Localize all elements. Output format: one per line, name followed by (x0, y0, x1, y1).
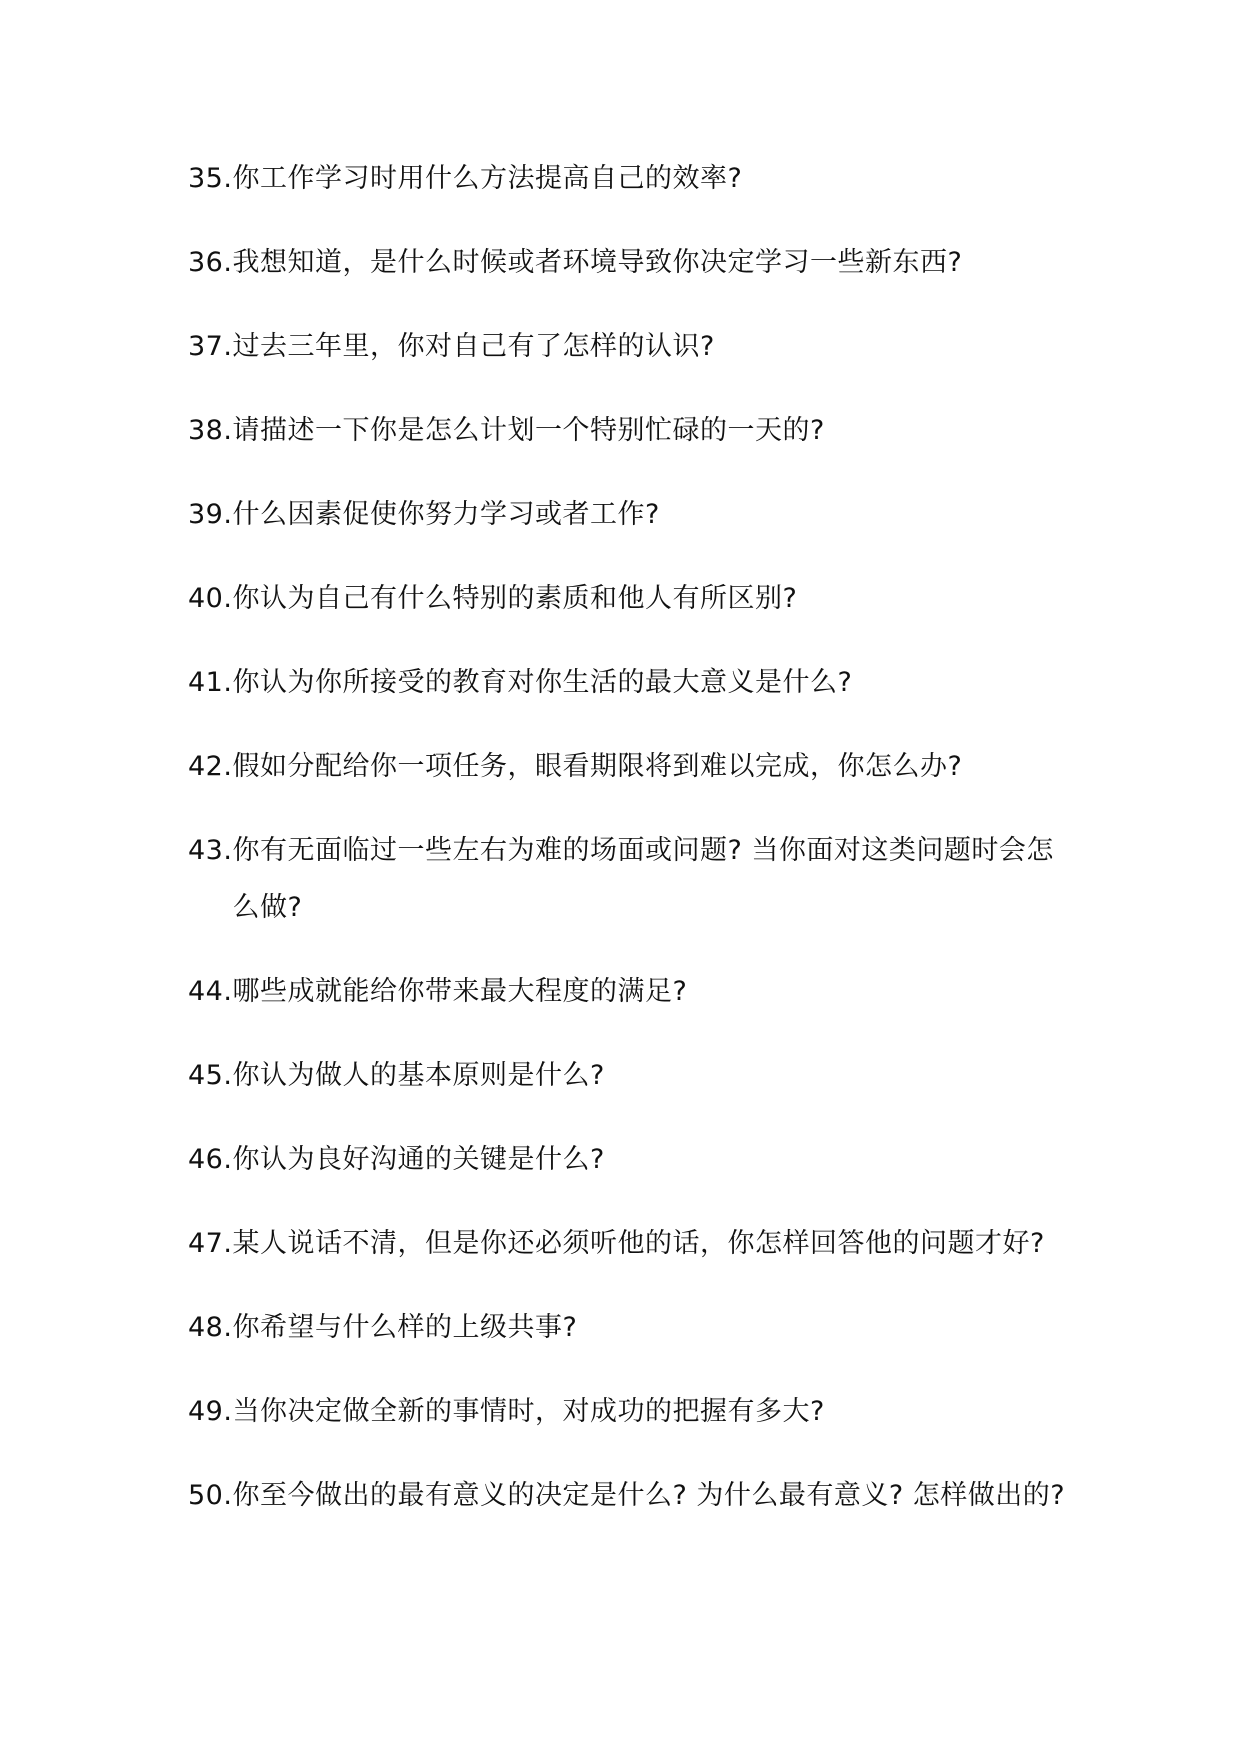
question-number: 47. (188, 1228, 233, 1259)
question-text: 你认为良好沟通的关键是什么? (232, 1144, 605, 1175)
question-item (188, 486, 1068, 543)
question-item (188, 150, 1068, 207)
question-number: 42. (188, 751, 233, 782)
question-text: 过去三年里，你对自己有了怎样的认识? (232, 331, 715, 362)
question-item (188, 963, 1068, 1020)
question-number: 44. (188, 976, 233, 1007)
question-list (188, 150, 1068, 1551)
question-number: 40. (188, 583, 233, 614)
question-number: 45. (188, 1060, 233, 1091)
question-item (188, 570, 1068, 627)
question-item (188, 1215, 1068, 1272)
question-item (188, 1383, 1068, 1440)
question-number: 46. (188, 1144, 233, 1175)
question-text: 你至今做出的最有意义的决定是什么? 为什么最有意义? 怎样做出的? (232, 1480, 1066, 1511)
question-text: 某人说话不清，但是你还必须听他的话，你怎样回答他的问题才好? (232, 1228, 1045, 1259)
question-text: 请描述一下你是怎么计划一个特别忙碌的一天的? (232, 415, 825, 446)
question-item (188, 1299, 1068, 1356)
question-number: 41. (188, 667, 233, 698)
question-item (188, 234, 1068, 291)
question-number: 48. (188, 1312, 233, 1343)
question-item (188, 654, 1068, 711)
question-text: 你认为自己有什么特别的素质和他人有所区别? (232, 583, 798, 614)
question-text: 你认为做人的基本原则是什么? (232, 1060, 605, 1091)
question-item (188, 402, 1068, 459)
question-item (188, 738, 1068, 795)
question-number: 43. (188, 835, 233, 866)
question-item (188, 1047, 1068, 1104)
question-text: 你工作学习时用什么方法提高自己的效率? (232, 163, 743, 194)
question-number: 35. (188, 163, 233, 194)
question-text: 什么因素促使你努力学习或者工作? (232, 499, 660, 530)
question-item (188, 1131, 1068, 1188)
question-number: 49. (188, 1396, 233, 1427)
question-number: 50. (188, 1480, 233, 1511)
question-item (188, 1467, 1068, 1524)
question-text: 我想知道，是什么时候或者环境导致你决定学习一些新东西? (232, 247, 963, 278)
question-item (188, 822, 1068, 936)
question-text: 你认为你所接受的教育对你生活的最大意义是什么? (232, 667, 853, 698)
question-number: 39. (188, 499, 233, 530)
question-text: 你有无面临过一些左右为难的场面或问题? 当你面对这类问题时会怎么做? (232, 835, 1054, 923)
question-number: 37. (188, 331, 233, 362)
question-text: 当你决定做全新的事情时，对成功的把握有多大? (232, 1396, 825, 1427)
question-item (188, 318, 1068, 375)
question-text: 假如分配给你一项任务，眼看期限将到难以完成，你怎么办? (232, 751, 963, 782)
question-number: 38. (188, 415, 233, 446)
question-text: 你希望与什么样的上级共事? (232, 1312, 578, 1343)
question-number: 36. (188, 247, 233, 278)
question-text: 哪些成就能给你带来最大程度的满足? (232, 976, 688, 1007)
